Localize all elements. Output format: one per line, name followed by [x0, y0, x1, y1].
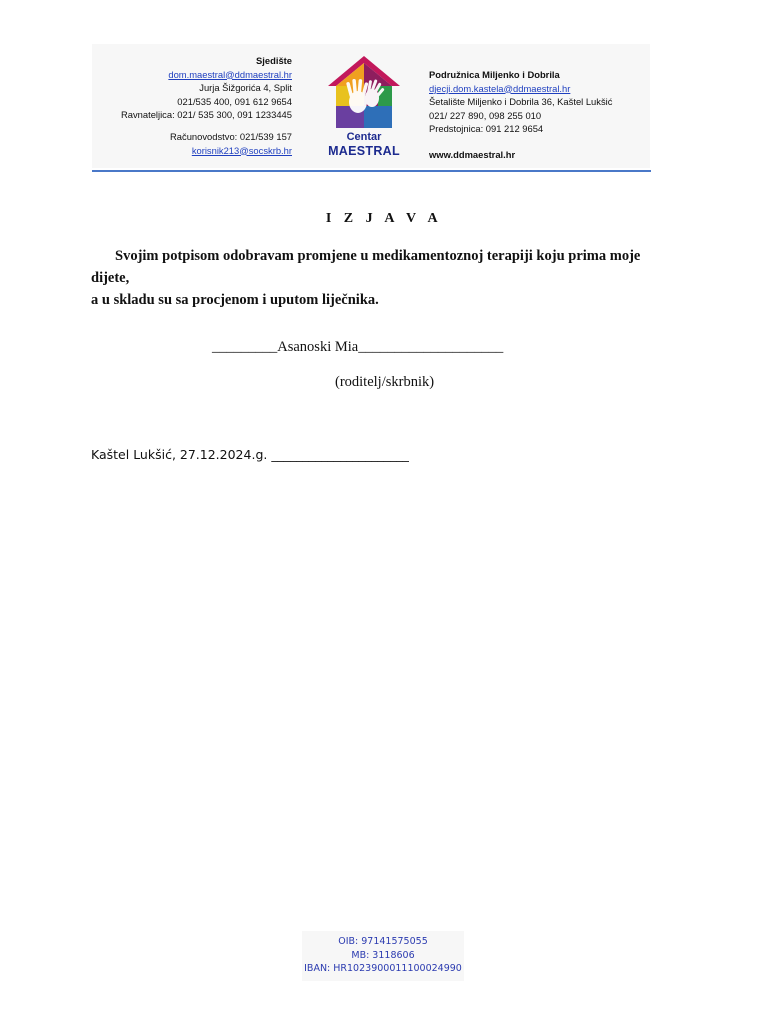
- letterhead: [92, 44, 650, 168]
- branch-email-link[interactable]: djecji.dom.kastela@ddmaestral.hr: [429, 82, 571, 94]
- branch-heading: Podružnica Miljenko i Dobrila: [429, 69, 560, 80]
- statement-line-1: Svojim potpisom odobravam promjene u medikamentoznoj terapiji koju prima moje dijete,: [91, 248, 641, 286]
- hq-accounting-phone: Računovodstvo: 021/539 157: [170, 130, 292, 142]
- document-title: I Z J A V A: [325, 211, 443, 226]
- hq-address: Jurja Šižgorića 4, Split: [199, 82, 292, 94]
- branch-contact: [429, 68, 649, 162]
- logo-line2: MAESTRAL: [328, 144, 400, 158]
- footer-oib: OIB: 97141575055: [338, 936, 428, 947]
- hq-phones: 021/535 400, 091 612 9654: [177, 95, 292, 107]
- footer-iban: IBAN: HR1023900011100024990: [304, 963, 462, 975]
- hq-director-phone: Ravnateljica: 021/ 535 300, 091 1233445: [121, 109, 292, 121]
- statement-paragraph: [91, 245, 681, 311]
- statement-line-2: a u skladu su sa procjenom i uputom liječnika.: [91, 292, 379, 308]
- website-link[interactable]: www.ddmaestral.hr: [429, 148, 516, 160]
- hq-email-link[interactable]: dom.maestral@ddmaestral.hr: [168, 68, 292, 80]
- signature-line: _________Asanoski Mia____________________: [212, 339, 504, 355]
- footer-mb: MB: 3118606: [351, 949, 415, 961]
- branch-head-phone: Predstojnica: 091 212 9654: [429, 123, 544, 135]
- logo-line1: Centar: [346, 131, 382, 143]
- branch-address: Šetalište Miljenko i Dobrila 36, Kaštel Lukšić: [429, 96, 613, 108]
- house-hands-icon: [324, 54, 404, 130]
- branch-phones: 021/ 227 890, 098 255 010: [429, 109, 542, 121]
- footer-registration: [302, 931, 464, 981]
- hq-email2-link[interactable]: korisnik213@socskrb.hr: [191, 144, 292, 156]
- place-date-line: Kaštel Lukšić, 27.12.2024.g. ______________________: [91, 447, 409, 462]
- letterhead-divider: [92, 170, 651, 172]
- headquarters-contact: [92, 54, 292, 157]
- signature-role: (roditelj/skrbnik): [335, 374, 435, 390]
- hq-heading: Sjedište: [256, 55, 292, 66]
- centar-maestral-logo: [324, 54, 404, 164]
- spacer: [92, 122, 292, 130]
